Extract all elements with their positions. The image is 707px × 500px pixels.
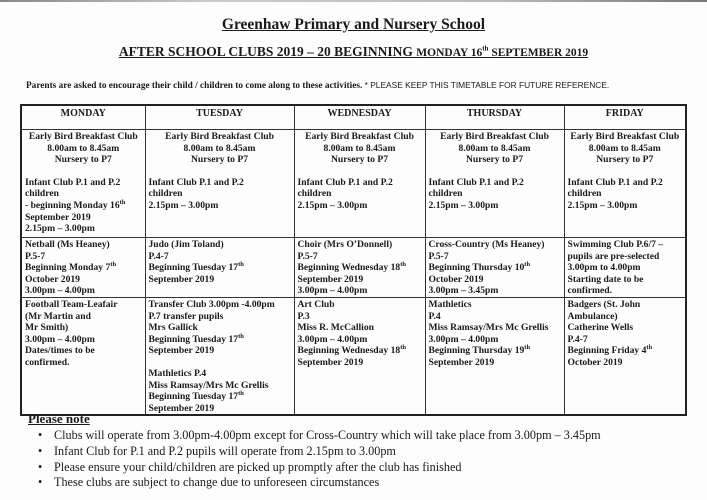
- ordinal: th: [119, 198, 126, 206]
- club-name: Infant Club P.1 and P.2: [428, 176, 524, 188]
- table-row: [21, 297, 686, 415]
- club-staff: Miss Ramsay/Mrs Mc Grellis: [148, 379, 269, 391]
- club-years: Nursery to P7: [465, 154, 523, 166]
- ordinal: th: [524, 261, 531, 268]
- clubs-timetable: [20, 104, 687, 416]
- club-name: Badgers (St. John: [567, 298, 641, 310]
- cell-wednesday: [294, 238, 425, 298]
- club-name: Early Bird Breakfast Club: [28, 131, 138, 142]
- header-row: [21, 105, 686, 130]
- club-start: Starting date to be: [567, 273, 644, 285]
- club-start: October 2019: [428, 273, 484, 285]
- cell-friday: [564, 130, 686, 238]
- club-start: Beginning Thursday 19: [428, 345, 525, 357]
- subtitle-month: SEPTEMBER 2019: [488, 47, 589, 59]
- club-time: 2.15pm – 3.00pm: [297, 199, 368, 211]
- subtitle-main: AFTER SCHOOL CLUBS 2019 – 20 BEGINNING: [118, 44, 417, 59]
- club-staff: Miss Ramsay/Mrs Mc Grellis: [428, 322, 549, 334]
- intro-serif: Parents are asked to encourage their child / children to come along to these activities.: [26, 81, 365, 91]
- club-time: 2.15pm – 3.00pm: [25, 223, 95, 235]
- club-years: Nursery to P7: [54, 154, 112, 166]
- club-years: P.4-7: [148, 250, 169, 262]
- school-title-text: Greenhaw Primary and Nursery School: [221, 16, 486, 33]
- cell-wednesday: [294, 297, 425, 415]
- ordinal: th: [646, 344, 653, 352]
- club-staff: Miss R. McCallion: [297, 322, 374, 334]
- club-time: 2.15pm – 3.00pm: [567, 199, 638, 211]
- club-staff: Catherine Wells: [567, 322, 634, 334]
- note-item: [38, 460, 601, 476]
- note-item: [38, 444, 601, 460]
- bullet-icon: •: [38, 428, 43, 442]
- club-name: Judo (Jim Toland): [148, 239, 224, 250]
- club-start: - beginning Monday 16: [25, 199, 120, 211]
- club-start: September 2019: [297, 273, 364, 285]
- club-name: Early Bird Breakfast Club: [570, 131, 680, 142]
- club-start: September 2019: [25, 211, 91, 223]
- club-years: P.5-7: [428, 250, 449, 262]
- club-years: children: [297, 188, 332, 200]
- cell-tuesday: [145, 297, 294, 415]
- club-start: Beginning Tuesday 17: [148, 391, 239, 403]
- club-years: P.5-7: [297, 250, 318, 262]
- club-name: Ambulance): [567, 310, 618, 322]
- club-years: children: [428, 188, 463, 200]
- club-name: Infant Club P.1 and P.2: [297, 176, 393, 188]
- ordinal: th: [238, 389, 244, 397]
- club-name: Netball (Ms Heaney): [25, 239, 110, 250]
- cell-tuesday: [145, 238, 294, 298]
- club-name: Swimming Club P.6/7 –: [567, 239, 664, 250]
- day-header: WEDNESDAY: [294, 105, 425, 130]
- cell-friday: [564, 238, 686, 298]
- club-start: Beginning Tuesday 17: [148, 333, 239, 345]
- club-time: 3.00pm – 4.00pm: [25, 285, 95, 297]
- table-row: [21, 238, 686, 298]
- club-name: Art Club: [297, 298, 335, 310]
- ordinal: th: [524, 344, 531, 352]
- club-time: 8.00am to 8.45am: [47, 142, 120, 154]
- club-years: children: [148, 188, 183, 200]
- club-years: Nursery to P7: [330, 154, 388, 166]
- notes-list: [38, 428, 601, 491]
- cell-friday: [564, 297, 686, 415]
- club-start: confirmed.: [567, 285, 612, 297]
- scan-edge: [0, 0, 707, 2]
- club-start: Beginning Wednesday 18: [297, 262, 401, 274]
- club-years: P.3: [297, 310, 310, 322]
- club-start: Beginning Thursday 10: [428, 262, 525, 274]
- day-header: FRIDAY: [564, 105, 686, 130]
- club-staff: Mrs Gallick: [148, 322, 198, 334]
- club-name: Early Bird Breakfast Club: [305, 131, 414, 142]
- note-text: Clubs will operate from 3.00pm-4.00pm except for Cross-Country which will take place from 3.00pm – 3.45pm: [54, 428, 601, 442]
- note-text: These clubs are subject to change due to unforeseen circumstances: [54, 475, 380, 490]
- ordinal: th: [400, 344, 407, 352]
- club-time: 8.00am to 8.45am: [323, 142, 396, 154]
- cell-monday: [21, 238, 145, 298]
- table-row: [21, 130, 686, 238]
- club-time: 3.00pm – 4.00pm: [25, 333, 95, 345]
- club-start: September 2019: [148, 402, 215, 414]
- club-staff: (Mr Martin and: [25, 310, 91, 322]
- club-start: September 2019: [428, 356, 495, 368]
- club-time: 3.00pm – 4.00pm: [428, 333, 499, 345]
- club-time: 3.00pm – 3.45pm: [428, 285, 499, 297]
- club-start: September 2019: [148, 345, 215, 357]
- day-header: MONDAY: [21, 105, 145, 130]
- bullet-icon: •: [38, 443, 43, 458]
- club-name: Cross-Country (Ms Heaney): [428, 239, 545, 250]
- note-item: [38, 428, 601, 444]
- note-text: Infant Club for P.1 and P.2 pupils will operate from 2.15pm to 3.00pm: [54, 443, 396, 458]
- intro-text: [26, 80, 609, 91]
- club-name: Choir (Mrs O’Donnell): [297, 239, 393, 250]
- club-name: Mathletics: [428, 298, 472, 310]
- club-start: September 2019: [148, 273, 215, 285]
- cell-thursday: [425, 238, 564, 298]
- cell-monday: [21, 130, 145, 238]
- club-start: Beginning Wednesday 18: [297, 345, 401, 357]
- club-name: Mathletics P.4: [148, 367, 207, 379]
- bullet-icon: •: [38, 475, 43, 490]
- club-start: October 2019: [25, 273, 80, 285]
- club-years: children: [567, 188, 602, 200]
- club-name: Early Bird Breakfast Club: [440, 131, 549, 142]
- club-start: September 2019: [297, 356, 364, 368]
- club-years: P.5-7: [25, 250, 46, 262]
- cell-tuesday: [145, 130, 294, 238]
- cell-thursday: [425, 297, 564, 415]
- ordinal: th: [110, 261, 117, 268]
- day-header: TUESDAY: [145, 105, 294, 130]
- club-time: 3.00pm – 4.00pm: [297, 333, 368, 345]
- club-name: Football Team-Leafair: [25, 298, 118, 310]
- bullet-icon: •: [38, 459, 43, 474]
- club-name: Transfer Club 3.00pm -4.00pm: [148, 298, 275, 310]
- club-years: P.7 transfer pupils: [148, 310, 224, 322]
- club-years: children: [25, 188, 59, 200]
- cell-monday: [21, 297, 145, 415]
- club-time: 3.00pm to 4.00pm: [567, 262, 641, 274]
- club-time: 2.15pm – 3.00pm: [148, 199, 219, 211]
- club-start: confirmed.: [25, 356, 70, 368]
- ordinal: th: [400, 261, 407, 268]
- club-years: Nursery to P7: [596, 154, 654, 166]
- club-start: Beginning Tuesday 17: [148, 262, 239, 274]
- cell-wednesday: [294, 130, 425, 238]
- club-name: Early Bird Breakfast Club: [165, 131, 274, 142]
- subtitle-sup: th: [482, 44, 489, 53]
- club-time: 8.00am to 8.45am: [183, 142, 256, 154]
- club-time: 8.00am to 8.45am: [458, 142, 531, 154]
- ordinal: th: [238, 261, 244, 268]
- club-name: Infant Club P.1 and P.2: [567, 176, 663, 188]
- club-time: 2.15pm – 3.00pm: [428, 199, 499, 211]
- note-item: [38, 475, 601, 491]
- club-time: 8.00am to 8.45am: [588, 142, 661, 154]
- day-header: THURSDAY: [425, 105, 564, 130]
- club-years: P.4: [428, 310, 441, 322]
- note-text: Please ensure your child/children are picked up promptly after the club has finished: [54, 459, 462, 474]
- ordinal: th: [238, 332, 244, 340]
- page-subtitle: [0, 44, 707, 60]
- subtitle-date: MONDAY 16: [416, 47, 483, 59]
- club-name: Infant Club P.1 and P.2: [148, 176, 244, 188]
- club-name: Infant Club P.1 and P.2: [25, 176, 121, 188]
- club-staff: Mr Smith): [25, 322, 69, 334]
- club-years: Nursery to P7: [190, 154, 248, 166]
- cell-thursday: [425, 130, 564, 238]
- club-years: pupils are pre-selected: [567, 250, 660, 262]
- club-years: P.4-7: [567, 333, 588, 345]
- notes-heading: Please note: [28, 411, 90, 426]
- club-start: October 2019: [567, 356, 623, 368]
- club-time: 3.00pm – 4.00pm: [297, 285, 368, 297]
- school-title: [0, 16, 707, 34]
- club-start: Dates/times to be: [25, 345, 95, 357]
- club-start: Beginning Friday 4: [567, 345, 647, 357]
- club-start: Beginning Monday 7: [25, 262, 111, 274]
- intro-notice: * PLEASE KEEP THIS TIMETABLE FOR FUTURE REFERENCE.: [364, 80, 610, 90]
